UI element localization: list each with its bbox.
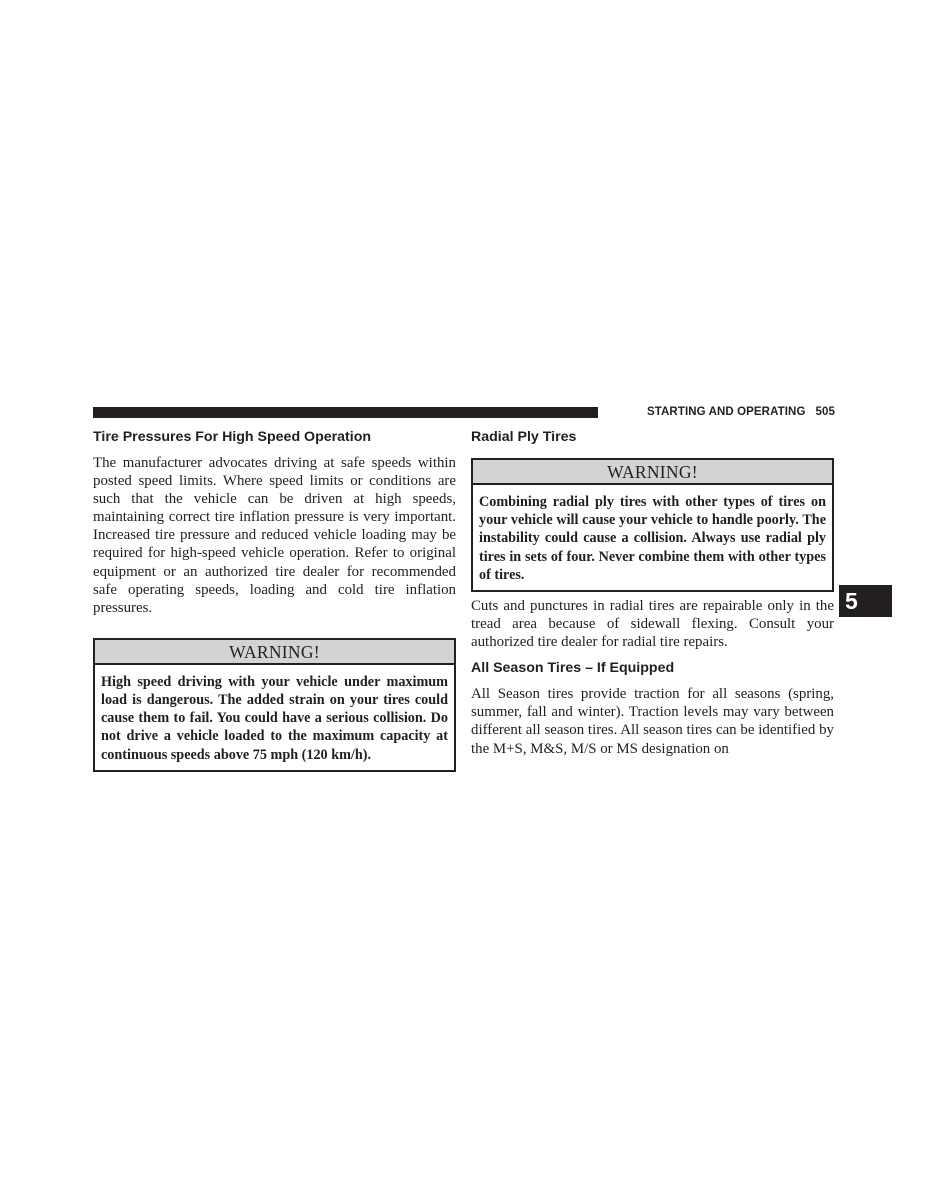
warning-box-high-speed bbox=[93, 638, 456, 772]
header-rule bbox=[93, 407, 598, 418]
warning-text: High speed driving with your vehicle under maximum load is dangerous. The added strain on your tires could cause them to fail. You could have a serious collision. Do not drive a vehicle loaded to the maximum capacity at continuous speeds above 75 mph (120 km/h). bbox=[101, 673, 448, 763]
paragraph-high-speed: The manufacturer advocates driving at safe speeds within posted speed limits. Where speed limits or conditions are such that the vehicle can be driven at high speeds, maintaining correct tire inflation pressure is very important. Increased tire pressure and reduced vehicle loading may be required for high-speed vehicle operation. Refer to original equipment or an authorized tire dealer for recommended safe operating speeds, loading and cold tire inflation pressures. bbox=[93, 455, 456, 616]
heading-high-speed: Tire Pressures For High Speed Operation bbox=[93, 429, 372, 445]
chapter-tab: 5 bbox=[839, 585, 892, 617]
warning-text: Combining radial ply tires with other types of tires on your vehicle will cause your vehicle to handle poorly. The instability could cause a collision. Always use radial ply tires in sets of four. Never combine them with other types of tires. bbox=[479, 494, 826, 583]
right-column bbox=[471, 428, 834, 758]
left-column bbox=[93, 428, 456, 772]
running-header bbox=[607, 406, 835, 418]
warning-box-radial bbox=[471, 458, 834, 592]
section-title: STARTING AND OPERATING bbox=[646, 406, 806, 418]
warning-title: WARNING! bbox=[95, 640, 454, 665]
paragraph-all-season: All Season tires provide traction for all seasons (spring, summer, fall and winter). Traction levels may vary between different all season tires. All season tires can be identified by the M+S, M&S, M/S or MS designation on bbox=[471, 686, 834, 757]
heading-all-season: All Season Tires – If Equipped bbox=[471, 660, 675, 677]
paragraph-radial: Cuts and punctures in radial tires are repairable only in the tread area because of sidewall flexing. Consult your authorized tire dealer for radial tire repairs. bbox=[471, 598, 834, 651]
page-number: 505 bbox=[815, 406, 835, 418]
warning-title: WARNING! bbox=[473, 460, 832, 485]
heading-radial-ply: Radial Ply Tires bbox=[471, 429, 577, 445]
